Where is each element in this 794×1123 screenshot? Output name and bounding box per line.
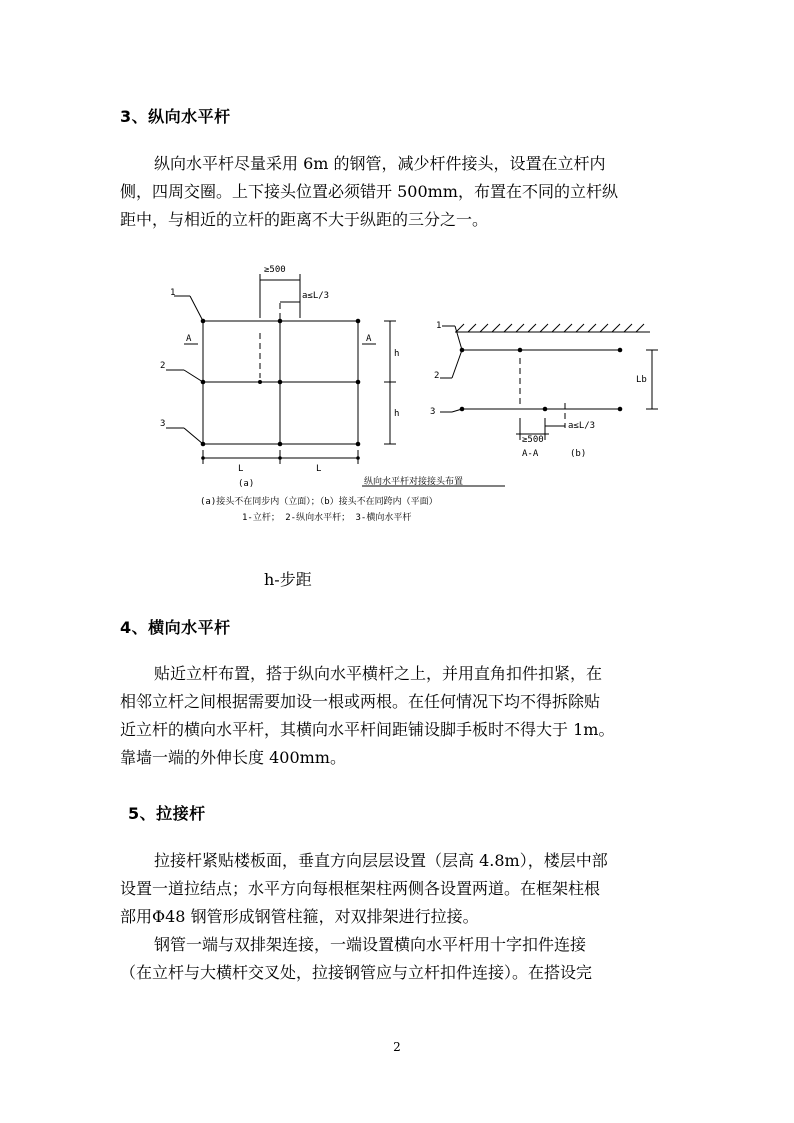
dim-label-a-b: a≤L/3 bbox=[568, 421, 596, 431]
paragraph-line: 钢管一端与双排架连接，一端设置横向水平杆用十字扣件连接 bbox=[154, 935, 587, 954]
section-4-heading: 4、横向水平杆 bbox=[120, 618, 231, 637]
section-3-paragraph bbox=[120, 150, 680, 234]
label-b: (b) bbox=[570, 449, 587, 459]
node-dot bbox=[278, 319, 283, 324]
figure-caption-1: (a)接头不在同步内（立面）；（b）接头不在同跨内（平面） bbox=[200, 497, 438, 507]
node-dot bbox=[356, 442, 361, 447]
joint-layout-figure bbox=[150, 258, 670, 530]
paragraph-line: 贴近立杆布置，搭于纵向水平横杆之上，并用直角扣件扣紧，在 bbox=[154, 664, 603, 683]
node-dot bbox=[278, 442, 283, 447]
paragraph-line: 设置一道拉结点；水平方向每根框架柱两侧各设置两道。在框架柱根 bbox=[120, 879, 601, 898]
section-4-paragraph bbox=[120, 660, 680, 772]
paragraph-line: 纵向水平杆尽量采用 6m 的钢管，减少杆件接头，设置在立杆内 bbox=[154, 154, 606, 173]
node-dot bbox=[278, 380, 283, 385]
section-mark-a-left: A bbox=[186, 334, 192, 344]
section-label-aa: A-A bbox=[522, 449, 539, 459]
dim-label-500: ≥500 bbox=[264, 265, 286, 275]
figure-caption-2: 1-立杆； 2-纵向水平杆； 3-横向水平杆 bbox=[242, 513, 412, 523]
callout-1: 1 bbox=[170, 288, 176, 298]
joint-layout-diagram bbox=[150, 258, 670, 530]
dim-label-500-b: ≥500 bbox=[522, 435, 544, 445]
dim-label-h-lower: h bbox=[394, 409, 400, 419]
dim-label-l-right: L bbox=[316, 464, 322, 474]
paragraph-line: 近立杆的横向水平杆，其横向水平杆间距铺设脚手板时不得大于 1m。 bbox=[120, 720, 615, 739]
paragraph-line: 侧，四周交圈。上下接头位置必须错开 500mm，布置在不同的立杆纵 bbox=[120, 182, 618, 201]
section-5-heading: 5、拉接杆 bbox=[128, 804, 206, 823]
callout-2-b: 2 bbox=[434, 371, 440, 381]
callout-3: 3 bbox=[160, 419, 166, 429]
paragraph-line: 靠墙一端的外伸长度 400mm。 bbox=[120, 748, 346, 767]
paragraph-line: 部用Φ48 钢管形成钢管柱箍，对双排架进行拉接。 bbox=[120, 907, 479, 926]
node-dot bbox=[201, 442, 206, 447]
dim-label-l-left: L bbox=[238, 464, 244, 474]
node-dot bbox=[356, 380, 361, 385]
callout-3-b: 3 bbox=[430, 407, 436, 417]
callout-2: 2 bbox=[160, 361, 166, 371]
figure-note: h-步距 bbox=[264, 570, 312, 589]
section-3-heading: 3、纵向水平杆 bbox=[120, 107, 231, 126]
node-dot bbox=[356, 319, 361, 324]
section-5-paragraph bbox=[120, 847, 680, 987]
node-dot bbox=[201, 319, 206, 324]
dim-label-lb: Lb bbox=[636, 375, 647, 385]
node-dot bbox=[258, 380, 262, 384]
page-number: 2 bbox=[393, 1040, 401, 1054]
section-mark-a-right: A bbox=[366, 334, 372, 344]
dim-label-h-upper: h bbox=[394, 349, 400, 359]
figure-title: 纵向水平杆对接接头布置 bbox=[364, 477, 464, 487]
label-a: (a) bbox=[238, 479, 255, 489]
dim-label-a: a≤L/3 bbox=[302, 291, 330, 301]
node-dot bbox=[201, 380, 206, 385]
paragraph-line: （在立杆与大横杆交叉处，拉接钢管应与立杆扣件连接）。在搭设完 bbox=[120, 963, 593, 982]
paragraph-line: 距中，与相近的立杆的距离不大于纵距的三分之一。 bbox=[120, 210, 489, 229]
paragraph-line: 拉接杆紧贴楼板面，垂直方向层层设置（层高 4.8m），楼层中部 bbox=[154, 851, 608, 870]
paragraph-line: 相邻立杆之间根据需要加设一根或两根。在任何情况下均不得拆除贴 bbox=[120, 692, 601, 711]
callout-1-b: 1 bbox=[436, 321, 442, 331]
